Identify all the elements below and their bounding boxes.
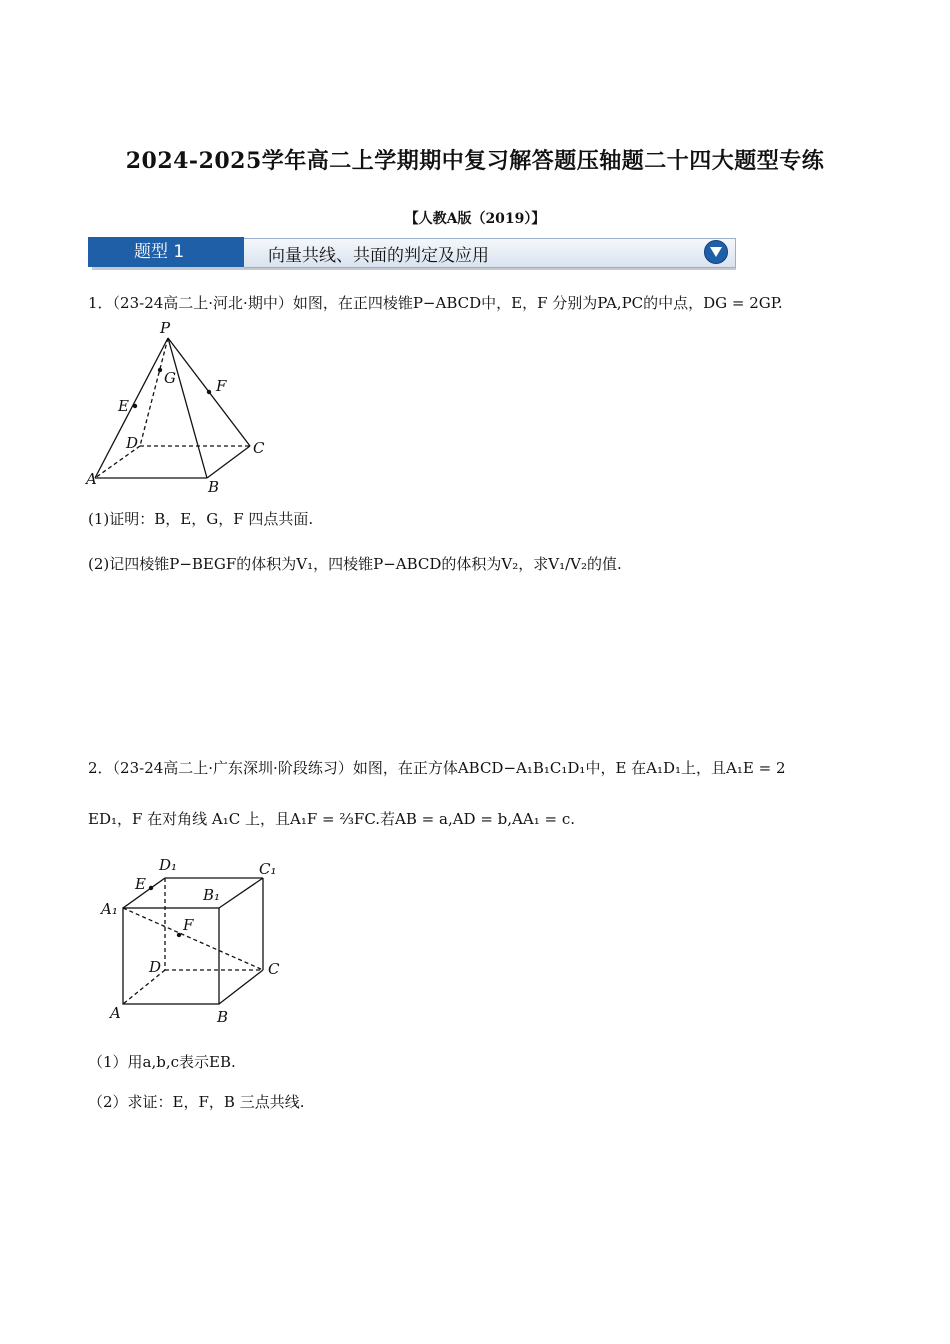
label-B1: B₁ [203,886,221,904]
label-P: P [160,319,171,337]
label-F: F [183,916,194,934]
label-F: F [216,377,227,395]
label-A: A [86,470,97,488]
label-D: D [126,434,139,452]
label-A1: A₁ [101,900,118,918]
label-D1: D₁ [159,856,178,874]
label-B: B [208,478,220,496]
page-title: 2024-2025学年高二上学期期中复习解答题压轴题二十四大题型专练 [125,148,825,174]
section-banner[interactable] [88,237,736,271]
label-C1: C₁ [259,860,277,878]
label-A: A [110,1004,121,1022]
banner-label: 向量共线、共面的判定及应用 [268,246,489,266]
q1-pyramid-figure [80,316,280,496]
q1-stem: 1．（23-24高二上·河北·期中）如图，在正四棱锥P−ABCD中，E，F 分别为PA,PC的中点，DG = 2GP. [88,294,783,312]
label-C: C [253,439,265,457]
q2-part2: （2）求证：E，F，B 三点共线. [88,1093,305,1111]
down-triangle-icon[interactable] [704,240,728,264]
q2-cube-figure [95,852,305,1032]
q2-stem-line1: 2．（23-24高二上·广东深圳·阶段练习）如图，在正方体ABCD−A₁B₁C₁D₁中，E 在A₁D₁上，且A₁E = 2 [88,759,786,777]
label-D: D [149,958,162,976]
label-E: E [118,397,129,415]
label-G: G [164,369,176,387]
label-E: E [135,875,146,893]
label-B: B [217,1008,229,1026]
q2-part1: （1）用a,b,c表示EB. [88,1053,236,1071]
q2-stem-line2: ED₁，F 在对角线 A₁C 上，且A₁F = ⅔FC.若AB = a,AD = b,AA₁ = c. [88,810,575,828]
label-C: C [268,960,280,978]
edition-label: 【人教A版（2019）】 [404,211,546,227]
q1-part1: (1)证明：B，E，G，F 四点共面. [88,510,314,528]
banner-tag: 题型 1 [88,237,244,267]
q1-part2: (2)记四棱锥P−BEGF的体积为V₁，四棱锥P−ABCD的体积为V₂，求V₁/V₂的值. [88,555,622,573]
